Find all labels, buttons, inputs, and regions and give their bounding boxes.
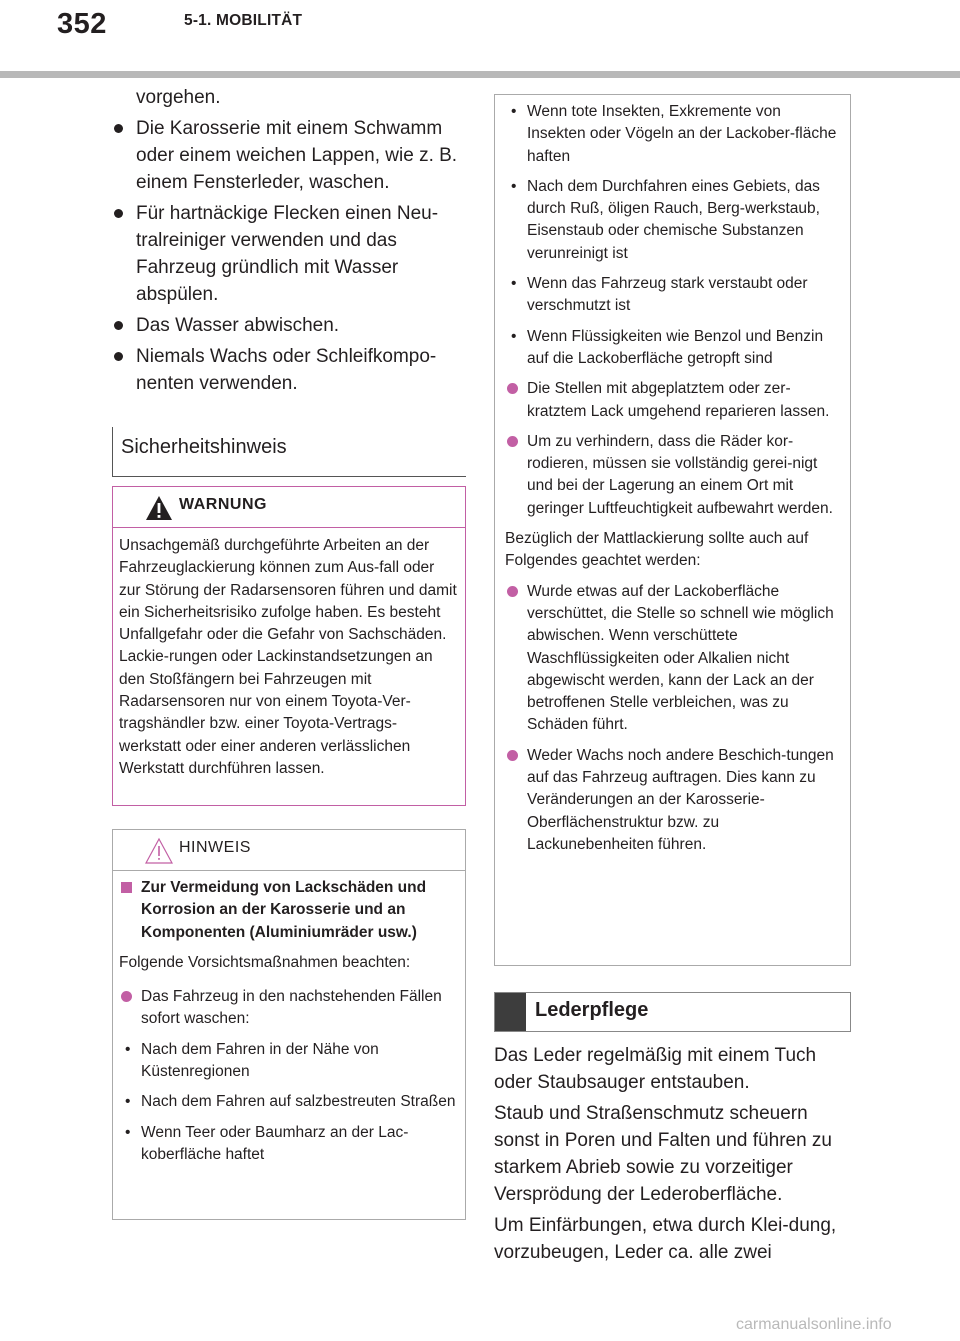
page-header	[0, 0, 960, 78]
circle-bullet-icon	[507, 383, 518, 394]
list-item: • Wenn Teer oder Baumharz an der Lac-koberfläche haftet	[125, 1123, 409, 1163]
list-item: Das Wasser abwischen.	[112, 312, 468, 339]
dash-bullet-icon: •	[125, 1040, 131, 1058]
dash-bullet-icon: •	[125, 1093, 131, 1111]
list-item: Niemals Wachs oder Schleifkompo-nenten verwenden.	[112, 343, 468, 397]
dash-bullet-icon: •	[511, 327, 517, 345]
paragraph: Staub und Straßenschmutz scheuern sonst in Poren und Falten und führen zu starkem Abrieb sowie zu vorzeitiger Versprödung der Lederoberfläche.	[494, 1103, 833, 1205]
list-item: • Wenn tote Insekten, Exkremente von Insekten oder Vögeln an der Lackober-fläche haften	[511, 103, 837, 165]
list-item: • Nach dem Fahren in der Nähe von Küstenregionen	[125, 1040, 379, 1081]
dash-bullet-icon: •	[511, 103, 517, 120]
list-item: • Wenn Flüssigkeiten wie Benzol und Benzin auf die Lackoberfläche getropft sind	[511, 327, 824, 367]
hinweis-heading: Zur Vermeidung von Lackschäden und Korrosion an der Karosserie und an Komponenten (Aluminiumräder usw.)	[119, 877, 457, 944]
paragraph: Um Einfärbungen, etwa durch Klei-dung, vorzubeugen, Leder ca. alle zwei	[494, 1215, 837, 1263]
list-item: Das Fahrzeug in den nachstehenden Fällen sofort waschen:	[119, 986, 457, 1031]
list-item: Die Stellen mit abgeplatztem oder zer-kratztem Lack umgehend reparieren lassen.	[505, 378, 842, 423]
bullet-icon	[114, 124, 123, 133]
hinweis-header	[113, 830, 465, 871]
paragraph: Das Leder regelmäßig mit einem Tuch oder Staubsauger entstauben.	[494, 1045, 817, 1093]
warning-box	[112, 486, 466, 806]
square-bullet-icon	[121, 882, 132, 893]
hinweis-label: HINWEIS	[179, 839, 251, 856]
list-item: • Nach dem Durchfahren eines Gebiets, das durch Ruß, öligen Rauch, Berg-werkstaub, Eisenstaub oder chemische Substanzen verunreinigt ist	[511, 177, 820, 262]
left-column	[112, 84, 468, 477]
circle-bullet-icon	[507, 750, 518, 761]
bullet-icon	[114, 352, 123, 361]
bullet-icon	[114, 209, 123, 218]
dash-bullet-icon: •	[511, 275, 517, 293]
hinweis-continuation-box	[494, 94, 851, 966]
circle-bullet-icon	[507, 586, 518, 597]
list-item: Weder Wachs noch andere Beschich-tungen auf das Fahrzeug auftragen. Dies kann zu Veränderungen an der Karosserie-Oberflächenstruktur bzw. zu Lackunebenheiten führen.	[505, 745, 842, 856]
list-item: Die Karosserie mit einem Schwamm oder einem weichen Lappen, wie z. B. einem Fensterleder, waschen.	[112, 115, 468, 196]
watermark: carmanualsonline.info	[736, 1316, 892, 1333]
warning-label: WARNUNG	[179, 496, 267, 513]
hinweis-box	[112, 829, 466, 1220]
hinweis-intro: Folgende Vorsichtsmaßnahmen beachten:	[119, 953, 411, 971]
list-item: • Nach dem Fahren auf salzbestreuten Straßen	[119, 1091, 457, 1113]
list-item: Für hartnäckige Flecken einen Neu-tralreiniger verwenden und das Fahrzeug gründlich mit Wasser abspülen.	[112, 200, 468, 308]
section-title: 5-1. MOBILITÄT	[184, 12, 303, 29]
page-number: 352	[57, 8, 107, 40]
list-item: Wurde etwas auf der Lackoberfläche verschüttet, die Stelle so schnell wie möglich abwischen. Wenn verschüttete Waschflüssigkeiten oder Alkalien nicht abgewischt werden, kann der Lack an der betroffenen Stelle verbleichen, was zu Schäden führt.	[505, 581, 842, 737]
bullet-icon	[114, 321, 123, 330]
warning-text: Unsachgemäß durchgeführte Arbeiten an der Fahrzeuglackierung können zum Aus-fall oder zur Störung der Radarsensoren führen und damit ein Sicherheitsrisiko zufolge haben. Es besteht Unfallgefahr oder die Gefahr von Sachschäden. Lackie-rungen oder Lackinstandsetzungen an den Stoßfängern bei Fahrzeugen mit Radarsensoren nur von einem Toyota-Ver-tragshändler bzw. einer Toyota-Vertrags-werkstatt oder einer anderen verlässlichen Werkstatt durchführen lassen.	[119, 537, 457, 777]
heading-bar	[495, 993, 526, 1031]
dash-bullet-icon: •	[125, 1123, 131, 1141]
continuation-text: vorgehen.	[136, 87, 221, 108]
list-item: Um zu verhindern, dass die Räder kor-rodieren, müssen sie vollständig gerei-nigt und bei der Lagerung an einem Ort mit geringer Luftfeuchtigkeit aufbewahrt werden.	[505, 431, 842, 520]
warning-triangle-icon	[145, 494, 173, 522]
circle-bullet-icon	[507, 436, 518, 447]
lederpflege-heading	[494, 992, 851, 1032]
lederpflege-title: Lederpflege	[535, 999, 649, 1021]
lederpflege-text	[494, 1042, 854, 1270]
circle-bullet-icon	[121, 991, 132, 1002]
warning-header	[113, 487, 465, 528]
dash-bullet-icon: •	[511, 177, 517, 195]
matt-intro: Bezüglich der Mattlackierung sollte auch auf Folgendes geachtet werden:	[505, 530, 809, 570]
header-rule	[0, 71, 960, 78]
caution-triangle-icon	[145, 837, 173, 865]
list-item: • Wenn das Fahrzeug stark verstaubt oder verschmutzt ist	[511, 275, 808, 315]
subheading-sicherheitshinweis: Sicherheitshinweis	[112, 427, 466, 477]
